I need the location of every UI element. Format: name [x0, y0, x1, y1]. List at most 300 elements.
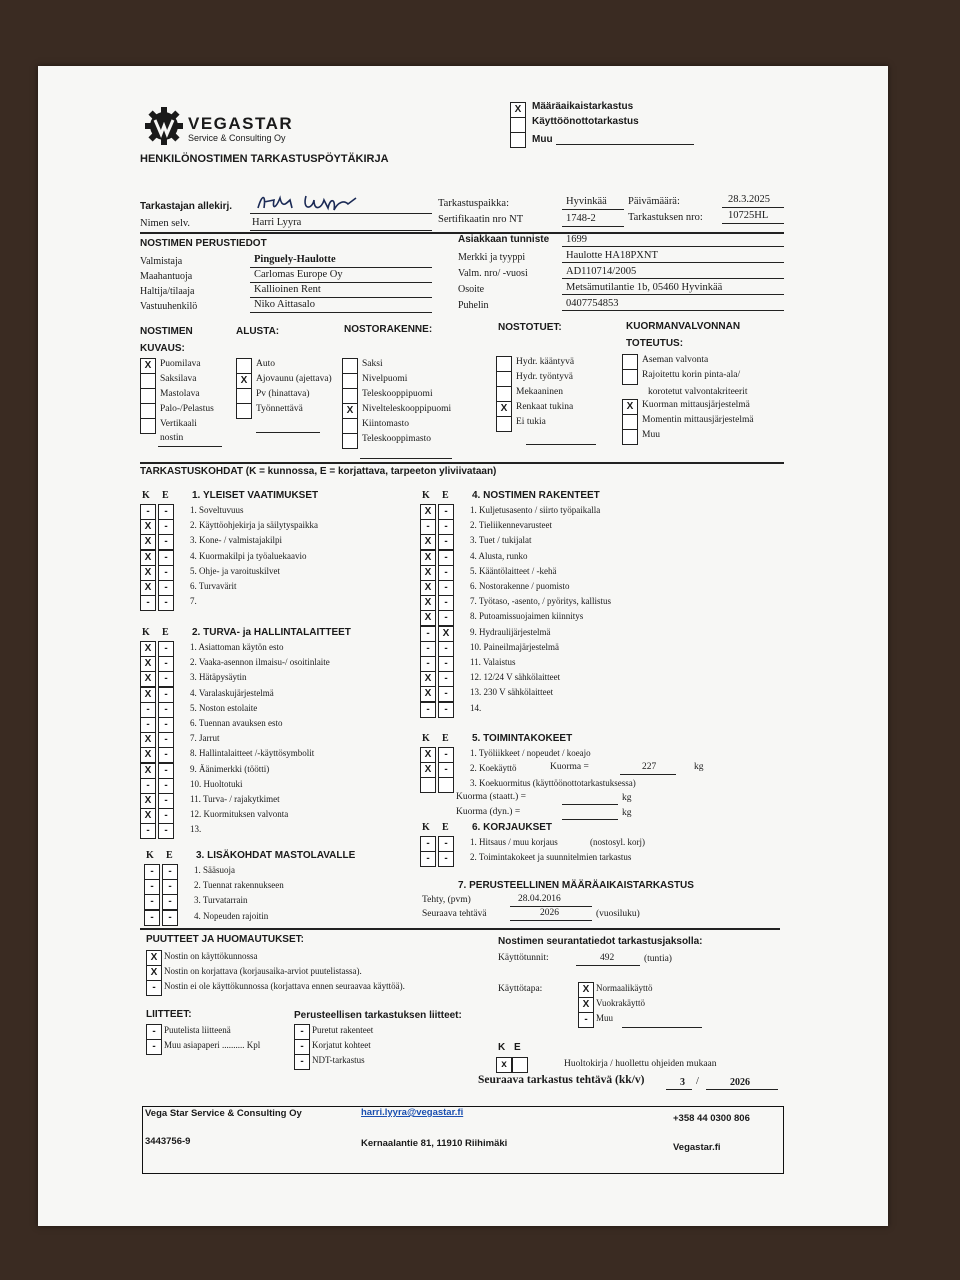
section1-item-label: 7.: [190, 596, 197, 607]
static-load-line: [562, 804, 618, 805]
supports-title: NOSTOTUET:: [498, 322, 562, 333]
section2-k-checkbox[interactable]: X: [140, 656, 156, 672]
thorough-attachments-title: Perusteellisen tarkastuksen liitteet:: [294, 1010, 462, 1021]
section1-k-checkbox[interactable]: -: [140, 504, 156, 520]
date-label: Päivämäärä:: [628, 196, 680, 207]
section1-k-checkbox[interactable]: X: [140, 580, 156, 596]
section6-k-header: K: [422, 822, 430, 833]
supports-option-label: Renkaat tukina: [516, 402, 574, 412]
section4-k-checkbox[interactable]: -: [420, 519, 436, 535]
condition-checkbox[interactable]: X: [146, 965, 162, 981]
footer-email-link[interactable]: harri.lyyra@vegastar.fi: [361, 1107, 464, 1118]
footer-web: Vegastar.fi: [673, 1142, 721, 1153]
section5-item-label: 1. Työliikkeet / nopeudet / koeajo: [470, 748, 591, 758]
static-load-unit: kg: [622, 793, 632, 803]
section4-item-label: 12. 12/24 V sähkölaitteet: [470, 672, 561, 683]
boom-structure-checkbox[interactable]: [342, 388, 358, 404]
chassis-checkbox[interactable]: [236, 403, 252, 419]
customer-id-line: [562, 246, 784, 247]
condition-label: Nostin on korjattava (korjausaika-arviot puutelistassa).: [164, 966, 362, 976]
section5-title: 5. TOIMINTAKOKEET: [472, 733, 573, 744]
section2-e-checkbox[interactable]: -: [158, 671, 174, 687]
section4-e-checkbox[interactable]: -: [438, 671, 454, 687]
customer-id-label: Asiakkaan tunniste: [458, 234, 550, 245]
section1-item-label: 1. Soveltuvuus: [190, 505, 244, 515]
section5-item-label: 2. Koekäyttö: [470, 763, 517, 774]
section2-k-checkbox[interactable]: -: [140, 823, 156, 839]
section1-k-checkbox[interactable]: -: [140, 595, 156, 611]
lift-type-checkbox[interactable]: [140, 388, 156, 404]
section2-k-header: K: [142, 627, 150, 638]
hours-label: Käyttötunnit:: [498, 953, 549, 963]
manufacturer-line: [250, 267, 432, 268]
section5-e-header: E: [442, 733, 449, 744]
section4-item-label: 8. Putoamissuojaimen kiinnitys: [470, 611, 584, 622]
section1-e-checkbox[interactable]: -: [158, 534, 174, 550]
load-control-option-label: Aseman valvonta: [642, 355, 709, 365]
section2-k-checkbox[interactable]: X: [140, 687, 156, 703]
inspection-place-label: Tarkastuspaikka:: [438, 198, 509, 209]
lift-type-checkbox[interactable]: X: [140, 358, 156, 374]
attachments-title: LIITTEET:: [146, 1009, 192, 1020]
section1-item-label: 3. Kone- / valmistajakilpi: [190, 535, 282, 546]
section2-e-checkbox[interactable]: -: [158, 823, 174, 839]
supports-extra-line: [526, 444, 596, 445]
usage-option-label: Normaalikäyttö: [596, 983, 653, 993]
chassis-extra-line: [256, 432, 320, 433]
section6-item-extra: (nostosyl. korj): [590, 837, 645, 847]
usage-option-label: Muu: [596, 1013, 614, 1023]
section2-item-label: 11. Turva- / rajakytkimet: [190, 794, 280, 804]
basic-info-title: NOSTIMEN PERUSTIEDOT: [140, 238, 267, 249]
section7-title: 7. PERUSTEELLINEN MÄÄRÄAIKAISTARKASTUS: [458, 880, 694, 891]
serial-year-line: [562, 278, 784, 279]
responsible-line: [250, 312, 432, 313]
load-value: 227: [642, 762, 657, 772]
date-line: [722, 207, 784, 208]
section2-k-checkbox[interactable]: X: [140, 793, 156, 809]
usage-label: Käyttötapa:: [498, 984, 543, 994]
section4-e-checkbox[interactable]: -: [438, 519, 454, 535]
section2-e-checkbox[interactable]: -: [158, 778, 174, 794]
inspection-number-line: [722, 223, 784, 224]
boom-structure-checkbox[interactable]: [342, 358, 358, 374]
section1-k-checkbox[interactable]: X: [140, 550, 156, 566]
maint-e-checkbox[interactable]: [512, 1057, 528, 1073]
section4-e-checkbox[interactable]: -: [438, 656, 454, 672]
section1-e-checkbox[interactable]: -: [158, 565, 174, 581]
boom-structure-checkbox[interactable]: [342, 418, 358, 434]
section5-k-checkbox[interactable]: X: [420, 747, 436, 763]
attachment-label: Muu asiapaperi .......... Kpl: [164, 1040, 261, 1050]
section4-e-checkbox[interactable]: X: [438, 626, 454, 642]
boom-structure-checkbox[interactable]: [342, 433, 358, 449]
load-unit: kg: [694, 762, 704, 772]
section2-k-checkbox[interactable]: X: [140, 747, 156, 763]
section4-e-checkbox[interactable]: -: [438, 595, 454, 611]
usage-other-line: [622, 1027, 702, 1028]
type-commissioning-label: Käyttöönottotarkastus: [532, 116, 639, 127]
supports-option-label: Ei tukia: [516, 417, 546, 427]
serial-year-value: AD110714/2005: [566, 266, 637, 277]
owner-line: [250, 297, 432, 298]
checks-title: TARKASTUSKOHDAT (K = kunnossa, E = korjattava, tarpeeton yliviivataan): [140, 466, 497, 477]
supports-checkbox[interactable]: X: [496, 401, 512, 417]
lift-type-option-label: Puomilava: [160, 359, 201, 369]
inspection-form-paper: [38, 66, 888, 1226]
section2-e-checkbox[interactable]: -: [158, 702, 174, 718]
section2-e-checkbox[interactable]: -: [158, 656, 174, 672]
section3-k-checkbox[interactable]: -: [144, 864, 160, 880]
section2-title: 2. TURVA- ja HALLINTALAITTEET: [192, 627, 351, 638]
section3-e-header: E: [166, 850, 173, 861]
lift-type-title: NOSTIMEN: [140, 326, 193, 337]
section3-e-checkbox[interactable]: -: [162, 894, 178, 910]
dynamic-load-label: Kuorma (dyn.) =: [456, 807, 521, 817]
section3-item-label: 2. Tuennat rakennukseen: [194, 880, 284, 891]
thorough-next-value: 2026: [540, 908, 559, 918]
section4-item-label: 2. Tieliikennevarusteet: [470, 520, 552, 531]
section2-k-checkbox[interactable]: X: [140, 732, 156, 748]
section1-k-checkbox[interactable]: X: [140, 534, 156, 550]
section4-item-label: 10. Paineilmajärjestelmä: [470, 641, 559, 652]
section4-item-label: 1. Kuljetusasento / siirto työpaikalla: [470, 505, 601, 515]
section4-k-header: K: [422, 490, 430, 501]
section2-k-checkbox[interactable]: X: [140, 671, 156, 687]
section1-k-checkbox[interactable]: X: [140, 519, 156, 535]
defects-top-rule: [140, 928, 780, 930]
usage-checkbox[interactable]: X: [578, 982, 594, 998]
supports-checkbox[interactable]: [496, 416, 512, 432]
section4-item-label: 14.: [470, 702, 482, 713]
lift-type-checkbox[interactable]: [140, 403, 156, 419]
load-control-option-label: Muu: [642, 430, 660, 440]
manufacturer-value: Pinguely-Haulotte: [254, 254, 336, 265]
condition-checkbox[interactable]: X: [146, 950, 162, 966]
condition-checkbox[interactable]: -: [146, 980, 162, 996]
load-control-option-label: Momentin mittausjärjestelmä: [642, 415, 754, 425]
section1-e-checkbox[interactable]: -: [158, 580, 174, 596]
section2-item-label: 6. Tuennan avauksen esto: [190, 718, 283, 728]
make-type-label: Merkki ja tyyppi: [458, 252, 526, 263]
inspection-number-label: Tarkastuksen nro:: [628, 212, 703, 223]
usage-checkbox[interactable]: X: [578, 997, 594, 1013]
printed-name-label: Nimen selv.: [140, 218, 191, 229]
thorough-attachment-checkbox[interactable]: -: [294, 1039, 310, 1055]
type-commissioning-checkbox[interactable]: [510, 117, 526, 133]
section2-e-checkbox[interactable]: -: [158, 763, 174, 779]
thorough-attachment-label: Puretut rakenteet: [312, 1025, 374, 1035]
chassis-option-label: Ajovaunu (ajettava): [256, 374, 332, 384]
manufacturer-label: Valmistaja: [140, 256, 183, 267]
section3-k-header: K: [146, 850, 154, 861]
lift-type-checkbox[interactable]: [140, 418, 156, 434]
footer-phone: +358 44 0300 806: [673, 1113, 750, 1124]
section4-k-checkbox[interactable]: -: [420, 656, 436, 672]
section3-k-checkbox[interactable]: -: [144, 879, 160, 895]
section1-item-label: 6. Turvavärit: [190, 581, 237, 591]
section6-e-checkbox[interactable]: -: [438, 836, 454, 852]
thorough-next-suffix: (vuosiluku): [596, 909, 640, 919]
next-inspection-year-line: [706, 1089, 778, 1090]
thorough-attachment-checkbox[interactable]: -: [294, 1054, 310, 1070]
footer-business-id: 3443756-9: [145, 1136, 191, 1147]
section3-item-label: 3. Turvatarrain: [194, 895, 248, 906]
certificate-label: Sertifikaatin nro NT: [438, 214, 524, 225]
address-line: [562, 294, 784, 295]
section4-e-checkbox[interactable]: -: [438, 641, 454, 657]
section2-e-header: E: [162, 627, 169, 638]
thorough-done-label: Tehty, (pvm): [422, 895, 471, 905]
lift-type-title-2: KUVAUS:: [140, 343, 185, 354]
section3-k-checkbox[interactable]: -: [144, 910, 160, 926]
section5-e-checkbox[interactable]: -: [438, 762, 454, 778]
section1-k-header: K: [142, 490, 150, 501]
load-control-checkbox[interactable]: [622, 354, 638, 370]
section2-e-checkbox[interactable]: -: [158, 747, 174, 763]
hours-unit: (tuntia): [644, 954, 672, 964]
responsible-value: Niko Aittasalo: [254, 299, 315, 310]
printed-name-line: [250, 230, 432, 231]
section4-k-checkbox[interactable]: -: [420, 702, 436, 718]
supports-checkbox[interactable]: [496, 356, 512, 372]
boom-structure-option-label: Teleskooppipuomi: [362, 389, 433, 399]
certificate-value: 1748-2: [566, 213, 596, 224]
hours-value: 492: [600, 953, 615, 963]
section2-k-checkbox[interactable]: -: [140, 778, 156, 794]
thorough-next-label: Seuraava tehtävä: [422, 909, 487, 919]
chassis-checkbox[interactable]: [236, 388, 252, 404]
chassis-option-label: Pv (hinattava): [256, 389, 310, 399]
next-inspection-month: 3: [680, 1077, 685, 1088]
thorough-attachment-label: Korjatut kohteet: [312, 1040, 371, 1050]
section4-k-checkbox[interactable]: X: [420, 580, 436, 596]
section3-k-checkbox[interactable]: -: [144, 894, 160, 910]
boom-structure-option-label: Nivelteleskooppipuomi: [362, 404, 452, 414]
type-other-checkbox[interactable]: [510, 132, 526, 148]
attachment-checkbox[interactable]: -: [146, 1024, 162, 1040]
section6-k-checkbox[interactable]: -: [420, 836, 436, 852]
section2-e-checkbox[interactable]: -: [158, 717, 174, 733]
thorough-attachment-checkbox[interactable]: -: [294, 1024, 310, 1040]
section5-e-checkbox[interactable]: [438, 777, 454, 793]
defects-title: PUUTTEET JA HUOMAUTUKSET:: [146, 934, 304, 945]
section4-k-checkbox[interactable]: X: [420, 550, 436, 566]
section4-k-checkbox[interactable]: X: [420, 534, 436, 550]
section4-k-checkbox[interactable]: X: [420, 595, 436, 611]
footer-box: [142, 1106, 784, 1174]
address-value: Metsämutilantie 1b, 05460 Hyvinkää: [566, 282, 723, 293]
attachment-checkbox[interactable]: -: [146, 1039, 162, 1055]
inspection-number-value: 10725HL: [728, 210, 769, 221]
company-logo-subtitle: Service & Consulting Oy: [188, 133, 286, 143]
section2-e-checkbox[interactable]: -: [158, 732, 174, 748]
section5-k-checkbox[interactable]: [420, 777, 436, 793]
load-control-checkbox[interactable]: [622, 429, 638, 445]
condition-label: Nostin ei ole käyttökunnossa (korjattava ennen seuraavaa käyttöä).: [164, 981, 405, 991]
section2-item-label: 8. Hallintalaitteet /-käyttösymbolit: [190, 748, 315, 759]
gear-logo-icon: [144, 106, 184, 146]
section4-k-checkbox[interactable]: X: [420, 671, 436, 687]
boom-structure-option-label: Nivelpuomi: [362, 374, 408, 384]
section3-e-checkbox[interactable]: -: [162, 879, 178, 895]
section4-k-checkbox[interactable]: X: [420, 565, 436, 581]
customer-id-value: 1699: [566, 234, 587, 245]
section1-e-checkbox[interactable]: -: [158, 504, 174, 520]
section3-e-checkbox[interactable]: -: [162, 864, 178, 880]
supports-checkbox[interactable]: [496, 386, 512, 402]
load-control-subtext: korotetut valvontakriteerit: [648, 387, 748, 397]
maint-k-checkbox[interactable]: x: [496, 1057, 512, 1073]
load-control-checkbox[interactable]: [622, 369, 638, 385]
section4-k-checkbox[interactable]: -: [420, 641, 436, 657]
next-inspection-year: 2026: [730, 1077, 750, 1088]
footer-address: Kernaalantie 81, 11910 Riihimäki: [361, 1138, 508, 1149]
section2-item-label: 7. Jarrut: [190, 733, 220, 744]
lift-type-option-label: Mastolava: [160, 389, 200, 399]
section3-title: 3. LISÄKOHDAT MASTOLAVALLE: [196, 850, 356, 861]
section4-e-checkbox[interactable]: -: [438, 504, 454, 520]
section4-k-checkbox[interactable]: -: [420, 626, 436, 642]
importer-line: [250, 282, 432, 283]
thorough-done-line: [510, 906, 592, 907]
section4-title: 4. NOSTIMEN RAKENTEET: [472, 490, 600, 501]
section5-k-header: K: [422, 733, 430, 744]
section4-item-label: 11. Valaistus: [470, 657, 516, 667]
section4-item-label: 7. Työtaso, -asento, / pyöritys, kallistus: [470, 596, 611, 607]
section2-item-label: 4. Varalaskujärjestelmä: [190, 687, 274, 698]
load-control-title-2: TOTEUTUS:: [626, 338, 684, 349]
lift-type-checkbox[interactable]: [140, 373, 156, 389]
section4-e-checkbox[interactable]: -: [438, 686, 454, 702]
section2-k-checkbox[interactable]: -: [140, 717, 156, 733]
importer-value: Carlomas Europe Oy: [254, 269, 343, 280]
address-label: Osoite: [458, 284, 485, 295]
section2-k-checkbox[interactable]: X: [140, 641, 156, 657]
section2-e-checkbox[interactable]: -: [158, 808, 174, 824]
type-periodic-checkbox[interactable]: X: [510, 102, 526, 118]
section1-item-label: 2. Käyttöohjekirja ja säilytyspaikka: [190, 520, 318, 531]
load-control-checkbox[interactable]: X: [622, 399, 638, 415]
section1-e-checkbox[interactable]: -: [158, 519, 174, 535]
section1-item-label: 5. Ohje- ja varoituskilvet: [190, 565, 280, 576]
phone-label: Puhelin: [458, 300, 489, 311]
section4-k-checkbox[interactable]: X: [420, 686, 436, 702]
next-inspection-month-line: [666, 1089, 692, 1090]
section1-e-checkbox[interactable]: -: [158, 595, 174, 611]
section4-e-checkbox[interactable]: -: [438, 534, 454, 550]
next-inspection-label: Seuraava tarkastus tehtävä (kk/v): [478, 1074, 645, 1086]
section2-item-label: 9. Äänimerkki (töötti): [190, 763, 270, 774]
section1-k-checkbox[interactable]: X: [140, 565, 156, 581]
boom-extra-line: [360, 458, 452, 459]
section6-k-checkbox[interactable]: -: [420, 851, 436, 867]
signature-label: Tarkastajan allekirj.: [140, 201, 233, 212]
section1-title: 1. YLEISET VAATIMUKSET: [192, 490, 319, 501]
section4-k-checkbox[interactable]: X: [420, 610, 436, 626]
serial-year-label: Valm. nro/ -vuosi: [458, 268, 528, 279]
supports-option-label: Hydr. työntyvä: [516, 372, 573, 382]
section2-item-label: 1. Asiattoman käytön esto: [190, 642, 284, 652]
section4-item-label: 3. Tuet / tukijalat: [470, 535, 532, 546]
type-periodic-label: Määräaikaistarkastus: [532, 101, 634, 112]
load-line: [620, 774, 676, 775]
section5-k-checkbox[interactable]: X: [420, 762, 436, 778]
section2-k-checkbox[interactable]: X: [140, 808, 156, 824]
next-inspection-sep: /: [696, 1076, 699, 1087]
section4-item-label: 13. 230 V sähkölaitteet: [470, 687, 554, 698]
section2-k-checkbox[interactable]: -: [140, 702, 156, 718]
lift-type-extra: nostin: [160, 433, 184, 443]
load-control-title: KUORMANVALVONNAN: [626, 321, 741, 332]
lift-type-option-label: Saksilava: [160, 374, 197, 384]
condition-label: Nostin on käyttökunnossa: [164, 951, 258, 961]
section4-e-checkbox[interactable]: -: [438, 550, 454, 566]
thorough-next-line: [510, 920, 592, 921]
section2-item-label: 12. Kuormituksen valvonta: [190, 809, 289, 820]
boom-structure-option-label: Saksi: [362, 359, 383, 369]
section2-item-label: 5. Noston estolaite: [190, 702, 258, 713]
footer-company: Vega Star Service & Consulting Oy: [145, 1108, 302, 1119]
section2-e-checkbox[interactable]: -: [158, 793, 174, 809]
owner-label: Haltija/tilaaja: [140, 286, 195, 297]
dynamic-load-unit: kg: [622, 808, 632, 818]
usage-option-label: Vuokrakäyttö: [596, 998, 645, 1008]
section2-k-checkbox[interactable]: X: [140, 763, 156, 779]
boom-structure-checkbox[interactable]: X: [342, 403, 358, 419]
section2-item-label: 10. Huoltotuki: [190, 778, 243, 789]
section2-e-checkbox[interactable]: -: [158, 641, 174, 657]
section6-e-checkbox[interactable]: -: [438, 851, 454, 867]
section5-item-label: 3. Koekuormitus (käyttöönottotarkastuksessa): [470, 778, 636, 789]
load-control-option-label: Rajoitettu korin pinta-ala/: [642, 370, 741, 380]
boom-structure-checkbox[interactable]: [342, 373, 358, 389]
section3-item-label: 1. Sääsuoja: [194, 865, 235, 875]
load-control-option-label: Kuorman mittausjärjestelmä: [642, 400, 750, 410]
lift-type-option-label: Palo-/Pelastus: [160, 404, 214, 414]
inspection-place-value: Hyvinkää: [566, 196, 607, 207]
phone-value: 0407754853: [566, 298, 619, 309]
section4-k-checkbox[interactable]: X: [420, 504, 436, 520]
boom-structure-option-label: Kiintomasto: [362, 419, 409, 429]
section2-item-label: 13.: [190, 824, 202, 835]
section4-item-label: 6. Nostorakenne / puomisto: [470, 581, 570, 591]
hours-line: [576, 965, 640, 966]
section4-e-checkbox[interactable]: -: [438, 702, 454, 718]
section5-e-checkbox[interactable]: -: [438, 747, 454, 763]
chassis-checkbox[interactable]: X: [236, 373, 252, 389]
section4-e-checkbox[interactable]: -: [438, 565, 454, 581]
section1-e-checkbox[interactable]: -: [158, 550, 174, 566]
section3-e-checkbox[interactable]: -: [162, 910, 178, 926]
company-logo-text: VEGASTAR: [188, 114, 294, 133]
section4-e-checkbox[interactable]: -: [438, 580, 454, 596]
supports-option-label: Mekaaninen: [516, 387, 563, 397]
supports-checkbox[interactable]: [496, 371, 512, 387]
section6-item-label: 1. Hitsaus / muu korjaus: [470, 837, 558, 847]
section4-e-checkbox[interactable]: -: [438, 610, 454, 626]
load-control-checkbox[interactable]: [622, 414, 638, 430]
owner-value: Kallioinen Rent: [254, 284, 321, 295]
section2-e-checkbox[interactable]: -: [158, 687, 174, 703]
section4-e-header: E: [442, 490, 449, 501]
chassis-checkbox[interactable]: [236, 358, 252, 374]
phone-line: [562, 310, 784, 311]
type-other-label: Muu: [532, 134, 553, 145]
section4-item-label: 4. Alusta, runko: [470, 550, 528, 561]
usage-checkbox[interactable]: -: [578, 1012, 594, 1028]
responsible-label: Vastuuhenkilö: [140, 301, 198, 312]
